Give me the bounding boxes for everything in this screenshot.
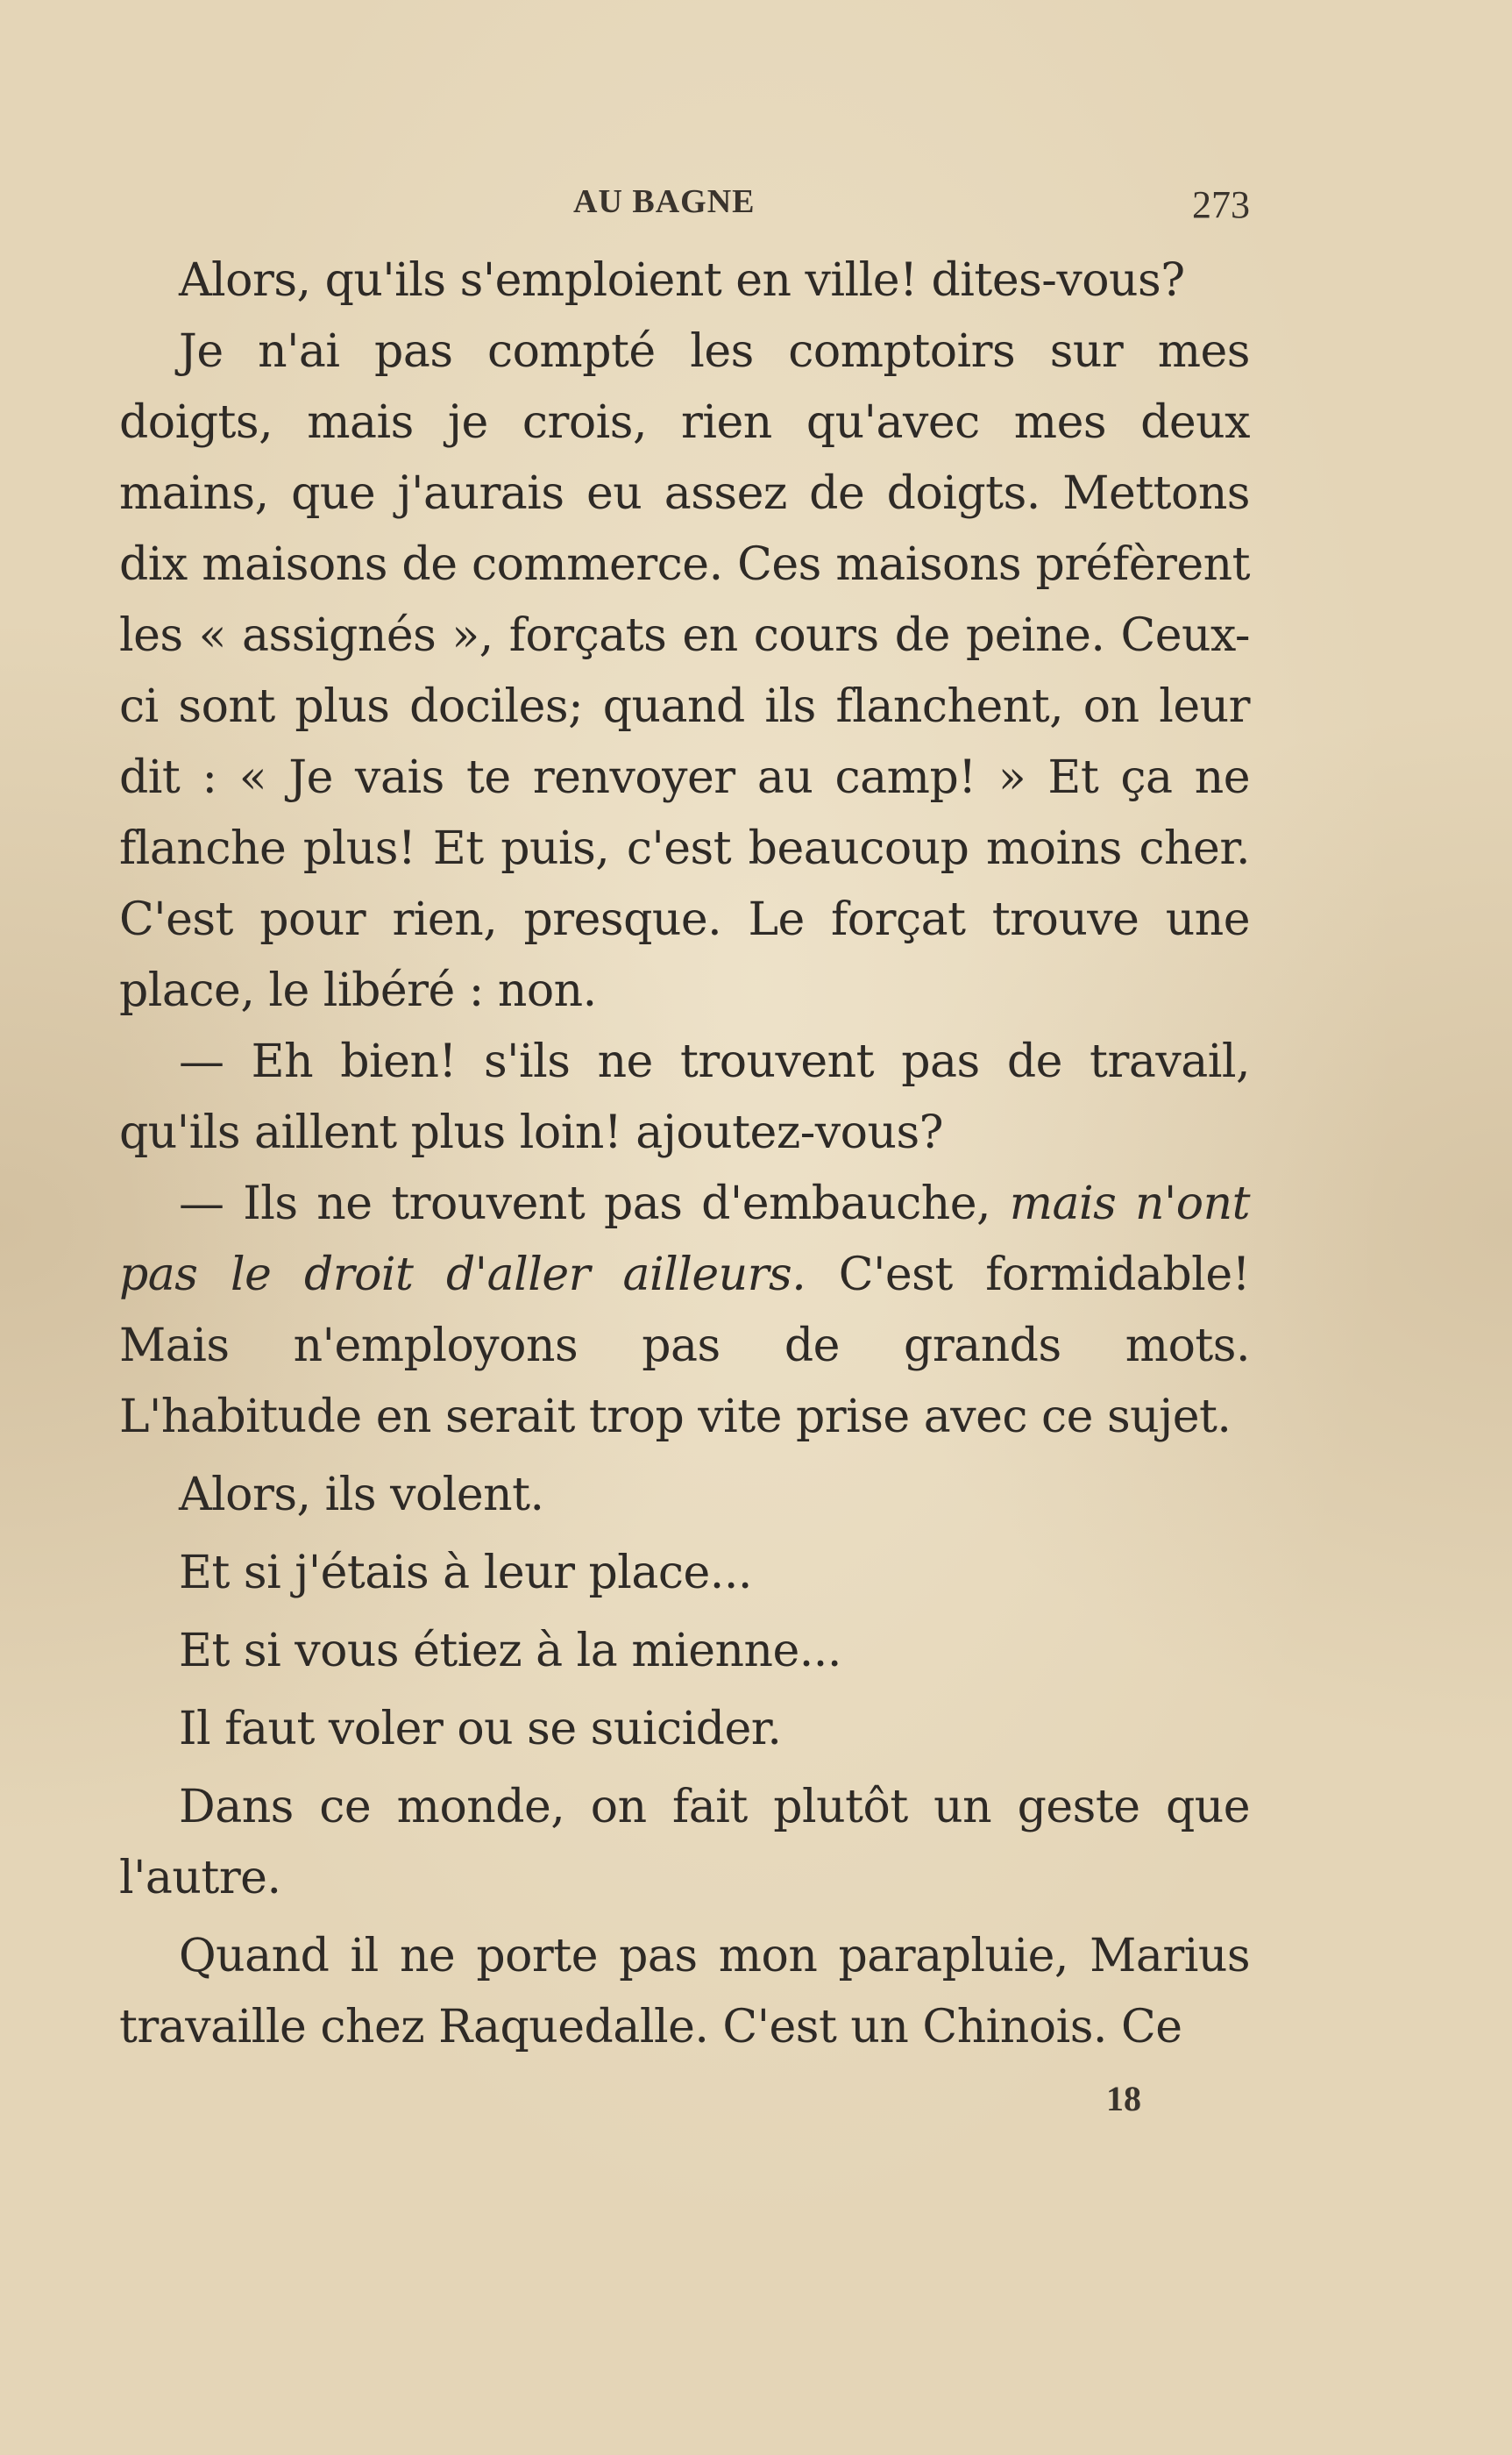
paragraph-italic: mais n'ont pas le droit d'aller ailleurs. [119, 1178, 1251, 1301]
paragraph: Dans ce monde, on fait plutôt un geste que l'autre. [119, 1781, 1250, 1904]
paragraph-text: — Ils ne trouvent pas d'embauche, [179, 1178, 1010, 1230]
paragraph: Il faut voler ou se suicider. [179, 1703, 782, 1755]
page-number: 273 [1192, 183, 1250, 226]
paragraph [119, 1169, 1250, 1453]
paragraph: Et si vous étiez à la mienne... [179, 1625, 841, 1677]
paragraph: Je n'ai pas compté les comptoirs sur mes doigts, mais je crois, rien qu'avec mes deux mains, que j'aurais eu assez de doigts. Mettons dix maisons de commerce. Ces maisons préfèrent les « assignés », forçats en cours de peine. Ceux-ci sont plus dociles; quand ils flanchent, on leur dit : « Je vais te renvoyer au camp! » Et ça ne flanche plus! Et puis, c'est beaucoup moins cher. C'est pour rien, presque. Le forçat trouve une place, le libéré : non. [119, 325, 1250, 1017]
running-head: AU BAGNE [573, 183, 756, 220]
printer-signature: 18 [1106, 2079, 1141, 2118]
paragraph: Et si j'étais à leur place... [179, 1547, 752, 1599]
paragraph-text: C'est formidable! Mais n'employons pas de grands mots. L'habitude en serait trop vite prise avec ce sujet. [119, 1249, 1250, 1443]
page-header [119, 182, 1250, 235]
paragraph: Alors, qu'ils s'emploient en ville! dites-vous? [179, 254, 1185, 307]
paragraph: — Eh bien! s'ils ne trouvent pas de travail, qu'ils aillent plus loin! ajoutez-vous? [119, 1035, 1250, 1159]
paragraph: Alors, ils volent. [179, 1469, 544, 1521]
body-text [119, 246, 1250, 2063]
paragraph: Quand il ne porte pas mon parapluie, Marius travaille chez Raquedalle. C'est un Chinois. Ce [119, 1930, 1250, 2053]
